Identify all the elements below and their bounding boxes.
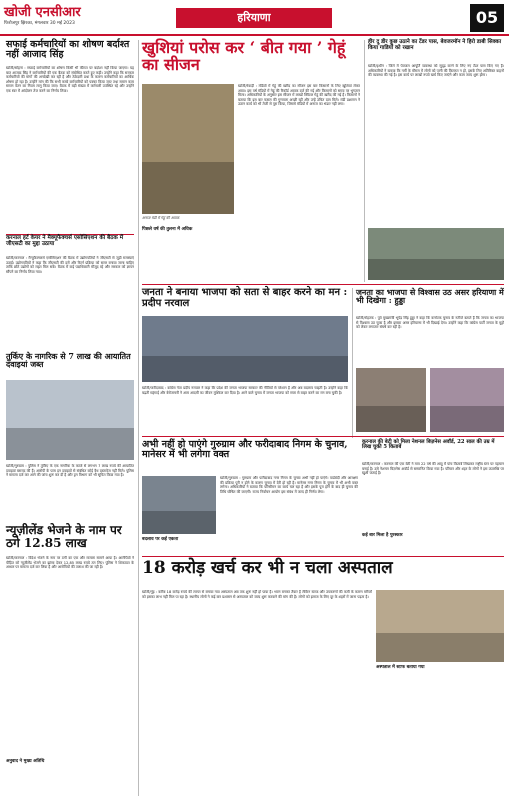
divider: [142, 556, 504, 557]
main-top-body: खोजी/रेवाड़ी : मंडियों में गेहूं की खरीद का सीजन इस बार किसानों के लिए खुशियां लेकर आया। इस वर्ष मंडियों में गेहूं की रिकॉर्ड आवक दर्ज की गई और किसानों को समय पर भुगतान मिला। अधिकारियों के अनुसार इस सीजन में लाखों क्विंटल गेहूं की खरीद की गई है। किसानों ने बताया कि इस बार फसल की गुणवत्ता अच्छी रही और उन्हें उचित दाम मिले। मंडी प्रशासन ने उठान कार्य को भी तेजी से पूरा किया, जिससे मंडियों में अनाज का भंडार नहीं लगा।: [238, 84, 360, 107]
dateline: फिरोजपुर झिरका, मंगलवार 30 मई 2023: [4, 21, 75, 26]
left-low-body: खोजी/गुरुग्राम : पुलिस ने तुर्किए के एक नागरिक के कब्जे से लगभग 7 लाख रुपये की आयातित दवाइयां बरामद की हैं। आरोपी के पास इन दवाइयों से संबंधित कोई वैध दस्तावेज नहीं मिले। पुलिस ने मामला दर्ज कर आगे की जांच शुरू कर दी है और ड्रग विभाग को भी सूचित किया गया है।: [6, 464, 134, 478]
left-low-headline: तुर्किए के नागरिक से 7 लाख की आयातित दवाइयां जब्त: [6, 351, 131, 370]
hospital-photo: [376, 590, 504, 662]
narwal-photo: [142, 316, 348, 382]
mid-left-headline: जनता ने बनाया भाजपा को सता से बाहर करने का मन : प्रदीप नरवाल: [142, 287, 348, 309]
left-bottom-headline: न्यूज़ीलेंड भेजने के नाम पर ठगे 12.85 लाख: [6, 523, 122, 550]
right-top-headline: हीर दु डीर कुछ उठाने का टेंडर पास, बेवजरमॉन ने हिरो डाबी सिक्का किया गाडियों को रखान: [368, 39, 502, 51]
left-bottom-body: खोजी/करनाल : विदेश भेजने के नाम पर ठगी का एक और मामला सामने आया है। आरोपियों ने पीड़ित को न्यूज़ीलेंड भेजने का झांसा देकर 12.85 लाख रुपये ठग लिए। पुलिस ने शिकायत के आधार पर मामला दर्ज कर लिया है और आरोपियों की तलाश की जा रही है।: [6, 556, 134, 570]
medicine-photo: [6, 380, 134, 460]
hospital-body: खोजी/नूंह : करीब 18 करोड़ रुपये की लागत से बनाया गया अस्पताल अब तक शुरू नहीं हो पाया है। भवन बनकर तैयार है लेकिन स्टाफ और उपकरणों की कमी के कारण मरीजों को इसका लाभ नहीं मिल पा रहा है। स्थानीय लोगों ने कई बार प्रशासन से अस्पताल को जल्द शुरू करवाने की मांग की है। लोगों को इलाज के लिए दूर के शहरों में जाना पड़ता है।: [142, 590, 372, 599]
mid-left-body: खोजी/फरीदाबाद : कांग्रेस नेता प्रदीप नरवाल ने कहा कि प्रदेश की जनता भाजपा सरकार की नीतियों से परेशान है और अब बदलाव चाहती है। उन्होंने कहा कि बढ़ती महंगाई और बेरोजगारी ने आम आदमी का जीवन मुश्किल कर दिया है। आने वाले चुनाव में जनता भाजपा को सत्ता से बाहर करने का मन बना चुकी है।: [142, 386, 348, 395]
main-top-caption: अनाज मंडी में गेहूं की आवक: [142, 216, 180, 220]
award-body: खोजी/करनाल : करनाल की एक बेटी ने मात्र 22 वर्ष की आयु में पांच किताबें लिखकर राष्ट्रीय स्तर पर पहचान बनाई है। उसे नेशनल बिज़नेस अवॉर्ड से सम्मानित किया गया है। परिवार और शहर के लोगों ने इस उपलब्धि पर खुशी जताई है।: [362, 462, 504, 476]
nigam-subhead: बदलाव पर कई एकता: [142, 537, 179, 542]
left-mid-headline: करनाल हर्ट केयर ने मैक्यूफैक्चर्स एसोसिएशन की बैठक में जीएसटी का मुद्दा उठाया: [6, 235, 124, 247]
left-top-headline: सफाई कर्मचारियों का शोषण बर्दाश्त नहीं आजाद सिंह: [6, 39, 130, 60]
left-mid-body: खोजी/करनाल : मैन्युफैक्चरर्स एसोसिएशन की बैठक में उद्योगपतियों ने जीएसटी से जुड़ी समस्याएं उठाईं। उद्योगपतियों ने कहा कि जीएसटी की दरों और रिटर्न प्रक्रिया को सरल बनाया जाना चाहिए ताकि छोटे उद्योगों को राहत मिल सके। बैठक में कई पदाधिकारी मौजूद रहे और सरकार को ज्ञापन सौंपने का निर्णय लिया गया।: [6, 256, 134, 274]
page-number: 05: [470, 4, 504, 32]
section-tag: हरियाणा: [176, 8, 332, 28]
mid-right-headline: जनता का भाजपा से विश्वास उठ असर हरियाणा में भी दिखेगा : हुड्डा: [356, 287, 504, 306]
left-bottom-subhead: अनुवाद ने मुख्य अतिथि: [6, 759, 45, 764]
column-divider: [138, 40, 139, 796]
hospital-headline: 18 करोड़ खर्च कर भी न चला अस्पताल: [142, 558, 393, 578]
hooda-photo: [356, 368, 426, 432]
column-divider: [364, 40, 365, 282]
main-top-headline: खुशियां परोस कर ‘ बीत गया ’ गेहूं का सीजन: [142, 38, 346, 74]
nigam-headline: अभी नहीं हो पाएंगे गुरुग्राम और फरीदाबाद निगम के चुनाव, मानेसर में भी लगेगा वक्त: [142, 439, 348, 460]
award-photo: [430, 368, 504, 432]
right-top-body: खोजी/हथीन : जिले में पेयजल आपूर्ति व्यवस्था को सुदृढ़ करने के लिए नए टेंडर पास किए गए हैं। अधिकारियों ने बताया कि गर्मी के मौसम में लोगों को पानी की किल्लत न हो, इसके लिए अतिरिक्त वाहनों की व्यवस्था की गई है। इस कार्य पर लाखों रुपये खर्च किए जाएंगे और काम जल्द शुरू होगा।: [368, 64, 504, 78]
divider: [142, 284, 504, 285]
column-divider: [352, 288, 353, 438]
mandi-photo: [142, 84, 234, 214]
award-subhead: कई बार मिला है पुरस्कार: [362, 533, 403, 538]
tanker-photo: [368, 228, 504, 280]
hospital-subhead: अस्पताल में स्टाफ बताया गया: [376, 665, 425, 670]
left-top-body: खोजी/सोहना : सफाई कर्मचारियों का शोषण किसी भी कीमत पर बर्दाश्त नहीं किया जाएगा। यह बात आजाद सिंह ने कर्मचारियों की एक बैठक को संबोधित करते हुए कही। उन्होंने कहा कि सरकार कर्मचारियों की मांगों की अनदेखी कर रही है और ठेकेदारी प्रथा के कारण कर्मचारियों का आर्थिक शोषण हो रहा है। उन्होंने मांग की कि सभी कच्चे कर्मचारियों को पक्का किया जाए तथा समान काम समान वेतन का नियम लागू किया जाए। बैठक में बड़ी संख्या में कर्मचारी उपस्थित रहे और उन्होंने एक स्वर में आंदोलन तेज करने का निर्णय लिया।: [6, 66, 134, 93]
divider: [142, 436, 504, 437]
nigam-body: खोजी/गुरुग्राम : गुरुग्राम और फरीदाबाद नगर निगम के चुनाव अभी नहीं हो पाएंगे। वार्डबंदी और आरक्षण की प्रक्रिया पूरी न होने के कारण चुनाव में देरी हो रही है। मानेसर नगर निगम के चुनाव में भी अभी वक्त लगेगा। अधिकारियों ने बताया कि परिसीमन का कार्य चल रहा है और इसके पूरा होने के बाद ही चुनाव की तिथि घोषित की जाएगी। राज्य निर्वाचन आयोग इस संबंध में जल्द ही निर्णय लेगा।: [220, 476, 358, 494]
mid-right-body: खोजी/रोहतक : पूर्व मुख्यमंत्री भूपेंद्र सिंह हुड्डा ने कहा कि कर्नाटक चुनाव के नतीजे बताते हैं कि जनता का भाजपा से विश्वास उठ चुका है और इसका असर हरियाणा में भी दिखाई देगा। उन्होंने कहा कि कांग्रेस पार्टी जनता के मुद्दों को लेकर लगातार संघर्ष कर रही है।: [356, 316, 504, 330]
main-top-subhead: पिछले वर्ष की तुलना में अधिक: [142, 227, 193, 232]
nigam-photo: [142, 476, 216, 534]
award-headline: करनाल की बेटी को मिला नेशनल बिज़नेस अवॉर्ड, 22 साल की उम्र में लिख चुकी 5 किताबें: [362, 439, 495, 451]
brand-logo: खोजी एनसीआर: [4, 5, 81, 20]
